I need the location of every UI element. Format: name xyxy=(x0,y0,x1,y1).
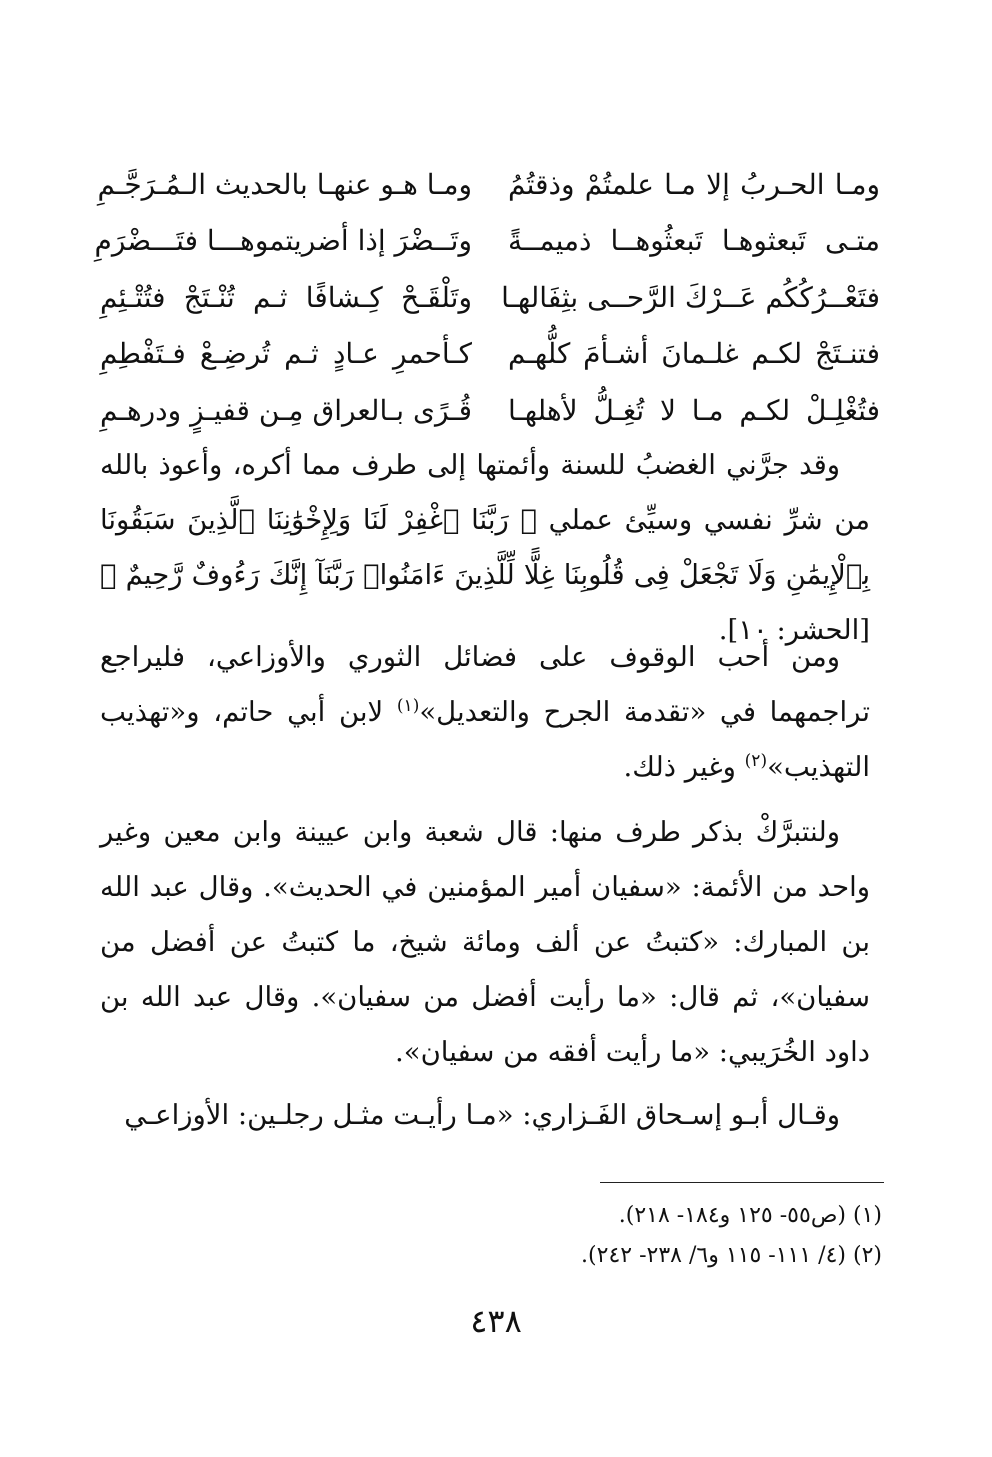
verse-first-hemistich: فتَعْــرُكُكُم عَــرْكَ الرَّحــى بثِفَالهـا xyxy=(501,280,880,314)
footnote-separator xyxy=(600,1182,884,1183)
poem-verses xyxy=(94,156,880,439)
verse-second-hemistich: وتَلْقَـحْ كِـشافًا ثـم تُنْـتَجْ فتُتْـئِمِ xyxy=(100,280,472,314)
footnote-1: (١) (ص٥٥- ١٢٥ و١٨٤- ٢١٨). xyxy=(618,1203,882,1228)
page-number: ٤٣٨ xyxy=(470,1302,522,1340)
paragraph-text: ومن أحب الوقوف على فضائل الثوري والأوزاعي، فليراجع تراجمهما في «تقدمة الجرح والتعديل» xyxy=(100,641,870,728)
poem-verse xyxy=(97,156,880,213)
verse-second-hemistich: كـأحمرِ عـادٍ ثـم تُرضِـعْ فـتَفْطِمِ xyxy=(100,337,472,371)
verse-second-hemistich: ومـا هـو عنهـا بالحديث الـمُـرَجَّـمِ xyxy=(97,167,472,201)
quran-verse: ﴿ رَبَّنَا ٱغْفِرْ لَنَا وَلِإِخْوَٰنِنَا ٱلَّذِينَ سَبَقُونَا بِٱلْإِيمَٰنِ وَلَا تَجْعَلْ فِى قُلُوبِنَا غِلًّا لِّلَّذِينَ ءَامَنُوا۟ رَبَّنَآ إِنَّكَ رَءُوفٌ رَّحِيمٌ ﴾ xyxy=(100,504,870,591)
paragraph-anger-supplication xyxy=(100,438,870,658)
paragraph-text: وغير ذلك. xyxy=(623,751,736,783)
paragraph-text: وقد جرَّني الغضبُ للسنة وأئمتها إلى طرف مما أكره، وأعوذ بالله من شرِّ نفسي وسيِّئ عملي xyxy=(100,449,870,536)
verse-first-hemistich: ومـا الحـربُ إلا مـا علمتُمْ وذقتُمُ xyxy=(508,167,880,201)
paragraph-text: وقـال أبـو إسـحاق الفَـزاري: «مـا رأيـت مثـل رجلـين: الأوزاعـي xyxy=(124,1099,840,1131)
paragraph-biographies xyxy=(100,630,870,795)
verse-first-hemistich: متـى تَبعثوهـا تَبعثُوهــا ذميمــةً xyxy=(508,224,880,258)
footnote-2: (٢) (٤/ ١١١- ١١٥ و٦/ ٢٣٨- ٢٤٢). xyxy=(581,1243,882,1268)
poem-verse xyxy=(94,213,880,270)
paragraph-fazari-quote xyxy=(100,1088,870,1143)
paragraph-text: لابن أبي حاتم، و«تهذيب التهذيب» xyxy=(100,696,870,783)
paragraph-sufyan-praise xyxy=(100,805,870,1080)
footnotes xyxy=(182,1196,882,1276)
footnote-ref-2[interactable]: (٢) xyxy=(744,750,768,771)
paragraph-text: ولنتبرَّكْ بذكر طرف منها: قال شعبة وابن عيينة وابن معين وغير واحد من الأئمة: «سفيان أمير المؤمنين في الحديث». وقال عبد الله بن المبارك: «كتبتُ عن ألف ومائة شيخ، ما كتبتُ عن أفضل من سفيان»، ثم قال: «ما رأيت أفضل من سفيان». وقال عبد الله بن داود الخُرَيبي: «ما رأيت أفقه من سفيان». xyxy=(100,816,870,1068)
poem-verse xyxy=(100,269,880,326)
verse-first-hemistich: فتُغْلِـلْ لكـم مـا لا تُغِـلُّ لأهلهـا xyxy=(508,393,880,427)
verse-first-hemistich: فتنـتَجْ لكـم غلـمانَ أشـأمَ كلُّهـم xyxy=(508,337,880,371)
verse-second-hemistich: وتَــضْرَ إذا أضريتموهـــا فتَـــضْرَمِ xyxy=(94,224,472,258)
poem-verse xyxy=(100,326,880,383)
poem-verse xyxy=(100,382,880,439)
verse-second-hemistich: قُـرًى بـالعراق مِـن قفيـزٍ ودرهـمِ xyxy=(100,393,472,427)
footnote-ref-1[interactable]: (١) xyxy=(396,695,420,716)
quran-citation: [الحشر: ١٠]. xyxy=(718,614,870,646)
